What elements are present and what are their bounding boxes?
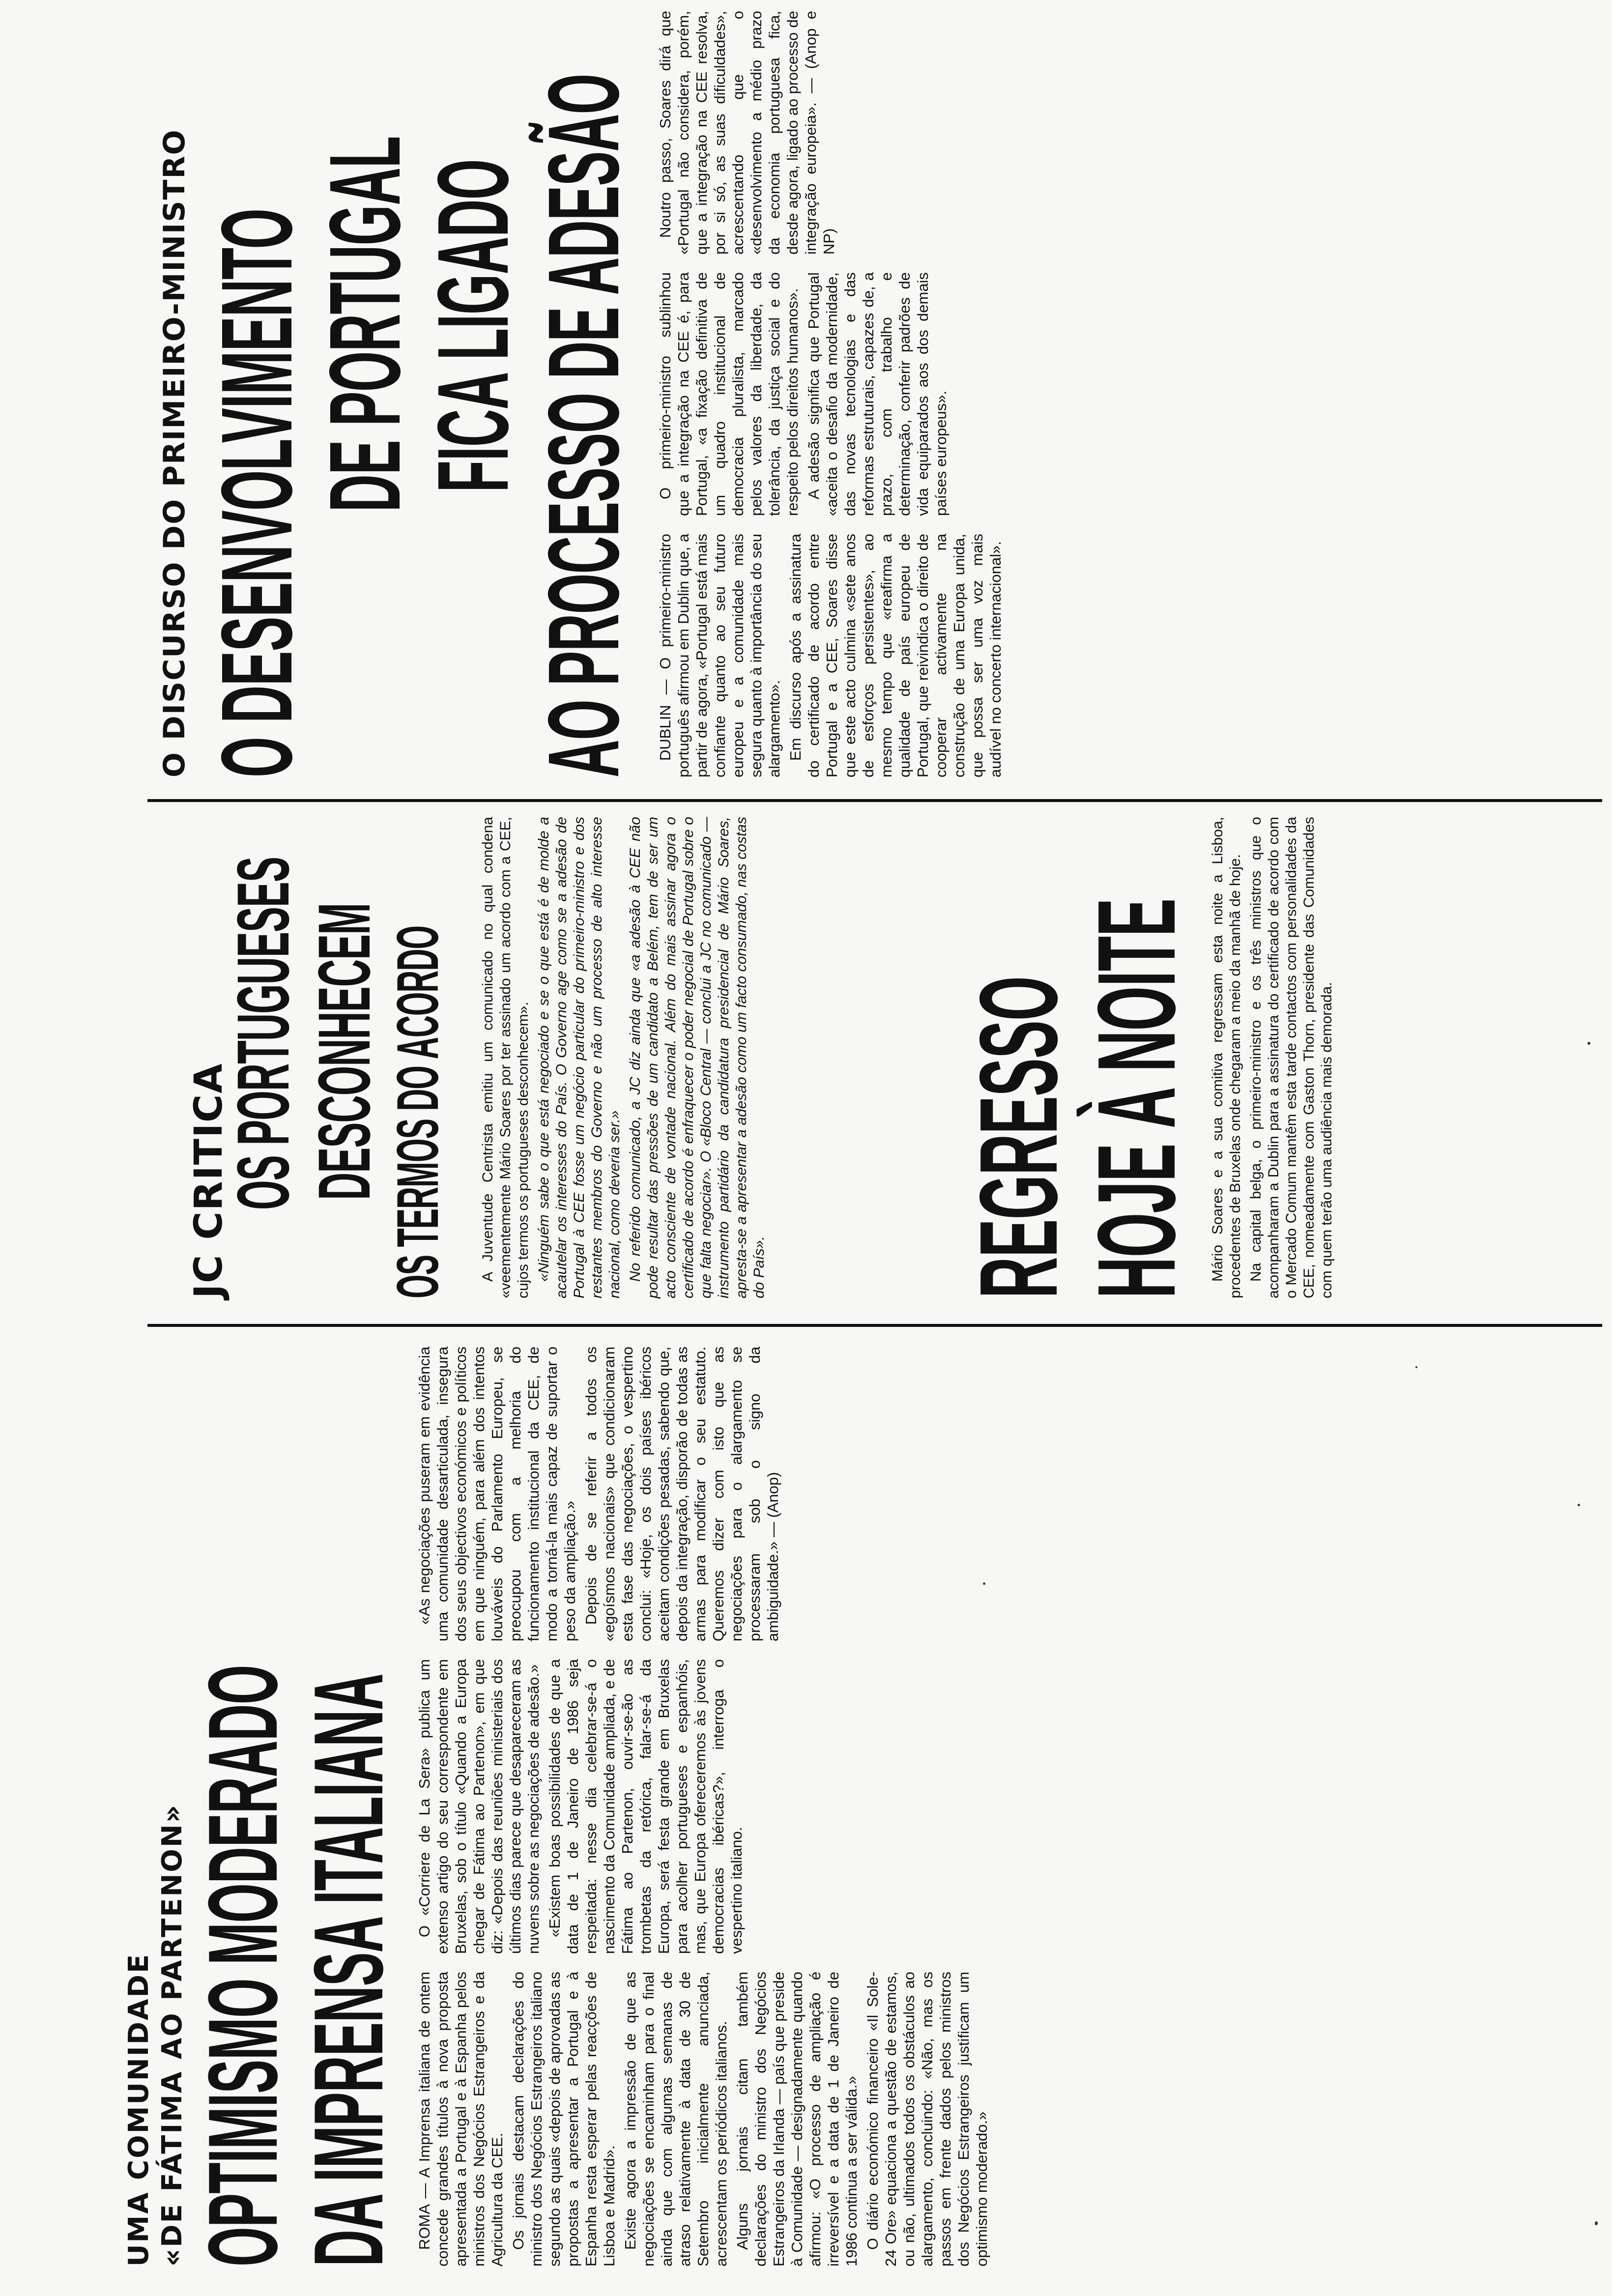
kicker: JC CRITICA — [187, 1062, 231, 1298]
regresso-headline-line-1: REGRESSO — [956, 976, 1080, 1298]
paragraph: Mário Soares e a sua comitiva regressam esta noite a Lisboa, procedentes de Bruxelas onde chegaram a meio da manhã de hoje. — [1209, 817, 1243, 1298]
paragraph: «Existem boas possibilidades de que a data de 1 de Janeiro de 1986 seja respeitada: nesse dia celebrar-se-á o nascimento da Comunidade ampliada, e de Fátima ao Partenon, ouvir-se-ão as trombetas da retórica, falar-se-á da Europa, será festa grande em Bruxelas para acolher portugueses e espanhóis, mas, que Europa ofereceremos às jovens democracias ibéricas?», interroga o vespertino italiano. — [546, 1659, 745, 1954]
article-jc-critica — [0, 802, 1612, 1318]
article-optimismo — [0, 1333, 1612, 2296]
scan-speck — [983, 1582, 985, 1585]
paragraph: A adesão significa que Portugal «aceita o desafio da modernidade, das novas tecnologias e das reformas estruturais, capazes de, a prazo, com trabalho e determinação, conferir padrões de vida equiparados aos dos demais países europeus». — [805, 272, 950, 516]
body-column — [1209, 817, 1339, 1298]
headline-line-1: OS PORTUGUESES — [222, 857, 304, 1210]
paragraph: «Ninguém sabe o que está negociado e se o que está é de molde a acautelar os interesses do País. O Governo age como se a adesão de Portugal à CEE fosse um negócio particular do primeiro-ministro e dos restantes membros do Governo e não um processo de alto interesse nacional, como deveria ser.» — [536, 817, 623, 1298]
headline-line-2: DESCONHECEM — [303, 903, 385, 1200]
column-divider — [147, 799, 1602, 802]
paragraph: No referido comunicado, a JC diz ainda que «a adesão à CEE não pode resultar das pressões de um candidato a Belém, tem de ser um acto consciente de vontade nacional. Além do mais assinar agora o certificado de acordo é enfraquecer o poder negocial de Portugal sobre o que falta negociar». O «Bloco Central — conclui a JC no comunicado — instrumento partidário da candidatura presidencial de Mário Soares, apresta-se a apresentar a adesão como um facto consumado, nas costas do País». — [627, 817, 767, 1298]
article-discurso — [0, 0, 1612, 792]
paragraph: O diário económico financeiro «Il Sole-24 Ore» equaciona a questão de estamos, ou não, ultimados todos os obstáculos ao alargamento, concluindo: «Não, mas os passos em frente dados pelos ministros dos Negócios Estrangeiros justificam um optimismo moderado.» — [864, 1972, 990, 2267]
paragraph: A Juventude Centrista emitiu um comunicado no qual condena «veementemente Mário Soares por ter assinado um acordo com a CEE, cujos termos os portugueses desconhecem». — [480, 817, 531, 1298]
scan-speck — [1578, 1504, 1580, 1506]
paragraph: O «Corriere de La Sera» publica um extenso artigo do seu correspondente em Bruxelas, sob o título «Quando a Europa chegar de Fátima ao Partenon», em que diz: «Depois das reuniões ministeriais dos últimos dias parece que desapareceram as nuvens sobre as negociações de adesão.» — [416, 1659, 542, 1954]
paragraph: Alguns jornais citam também declarações do ministro dos Negócios Estrangeiros da Irlanda — país que preside à Comunidade — designadamente quando afirmou: «O processo de ampliação é irreversível e a data de 1 de Janeiro de 1986 continua a ser válida.» — [734, 1972, 860, 2267]
scan-speck — [1415, 1366, 1417, 1368]
body-column — [656, 534, 1590, 777]
paragraph: «As negociações puseram em evidência uma comunidade desarticulada, insegura dos seus objectivos económicos e políticos em que ninguém, para além dos intentos louváveis do Parlamento Europeu, se preocupou com a melhoria do funcionamento institucional da CEE, de modo a torná-la mais capaz de suportar o peso da ampliação.» — [416, 1347, 578, 1641]
column-divider — [147, 1324, 1602, 1327]
kicker: O DISCURSO DO PRIMEIRO-MINISTRO — [157, 129, 192, 777]
paragraph: ROMA — A Imprensa italiana de ontem concede grandes títulos à nova proposta apresentada a Portugal e à Espanha pelos ministros dos Negócios Estrangeiros e da Agricultura da CEE. — [416, 1972, 506, 2267]
paragraph: Os jornais destacam declarações do ministro dos Negócios Estrangeiros italiano segundo as quais «depois de aprovadas as propostas a apresentar a Portugal e à Espanha resta esperar pelas reacções de Lisboa e Madrid». — [510, 1972, 618, 2267]
headline-line-2: DA IMPRENSA ITALIANA — [294, 1674, 403, 2267]
headline-line-1: O DESENVOLVIMENTO — [201, 208, 313, 777]
headline-line-1: OPTIMISMO MODERADO — [188, 1665, 298, 2267]
body-column — [415, 1659, 1610, 1954]
paragraph: Noutro passo, Soares dirá que «Portugal não considera, porém, que a integração na CEE resolva, por si só, as suas dificuldades», acrescentando que o «desenvolvimento a médio prazo da economia portuguesa fica, desde agora, ligado ao processo de integração europeia». — (Anop e NP) — [657, 11, 837, 255]
body-column — [656, 272, 1590, 516]
paragraph: O primeiro-ministro sublinhou que a integração na CEE é, para Portugal, «a fixação definitiva de um quadro institucional de democracia pluralista, marcado pelos valores da liberdade, da tolerância, da justiça social e do respeito pelos direitos humanos». — [657, 272, 801, 516]
body-column — [415, 1347, 1610, 1641]
headline-line-2: DE PORTUGAL — [309, 136, 421, 512]
paragraph: Em discurso após a assinatura do certificado de acordo entre Portugal e a CEE, Soares disse que este acto culmina «sete anos de esforços persistentes», ao mesmo tempo que «reafirma a qualidade de país europeu de Portugal, que reivindica o direito de cooperar activamente na construção de uma Europa unida, que possa ser uma voz mais audível no concerto internacional». — [787, 534, 1004, 777]
body-column — [656, 11, 1590, 255]
regresso-headline-line-2: HOJE À NOITE — [1074, 898, 1198, 1298]
paragraph: DUBLIN — O primeiro-ministro português afirmou em Dublin que, a partir de agora, «Portugal está mais confiante quanto ao seu futuro europeu e a comunidade mais segura quanto à importância do seu alargamento». — [657, 534, 783, 777]
body-column — [479, 817, 771, 1298]
scan-speck — [1595, 2221, 1598, 2225]
kicker-line-2: «DE FÁTIMA AO PARTENON» — [156, 1803, 188, 2267]
body-columns — [656, 11, 1590, 777]
paragraph: Existe agora a impressão de que as negociações se encaminham para o final ainda que com algumas semanas de atraso relativamente à data de 30 de Setembro inicialmente anunciada, acrescentam os periódicos italianos. — [622, 1972, 730, 2267]
headline-line-3: OS TERMOS DO ACORDO — [385, 926, 451, 1298]
kicker-line-1: UMA COMUNIDADE — [123, 1952, 155, 2267]
headline-line-4: AO PROCESSO DE ADESÃO — [527, 74, 640, 777]
paragraph: Depois de se referir a todos os «egoísmos nacionais» que condicionaram esta fase das negociações, o vespertino conclui: «Hoje, os dois países ibéricos aceitam condições pesadas, sabendo que, depois da integração, disporão de todas as armas para modificar o seu estatuto. Queremos dizer com isto que as negociações para o alargamento se processaram sob o signo da ambiguidade.» — (Anop) — [582, 1347, 781, 1641]
scan-speck — [1587, 1042, 1590, 1045]
paragraph: Na capital belga, o primeiro-ministro e os três ministros que o acompanharam a Dublin para a assinatura do certificado de acordo com o Mercado Comum mantêm esta tarde contactos com personalidades da CEE, nomeadamente com Gaston Thorn, presidente das Comunidades com quem terão uma audiência mais demorada. — [1248, 817, 1335, 1298]
body-columns — [415, 1343, 1610, 2267]
headline-line-3: FICA LIGADO — [417, 159, 529, 492]
body-column — [415, 1972, 1610, 2267]
